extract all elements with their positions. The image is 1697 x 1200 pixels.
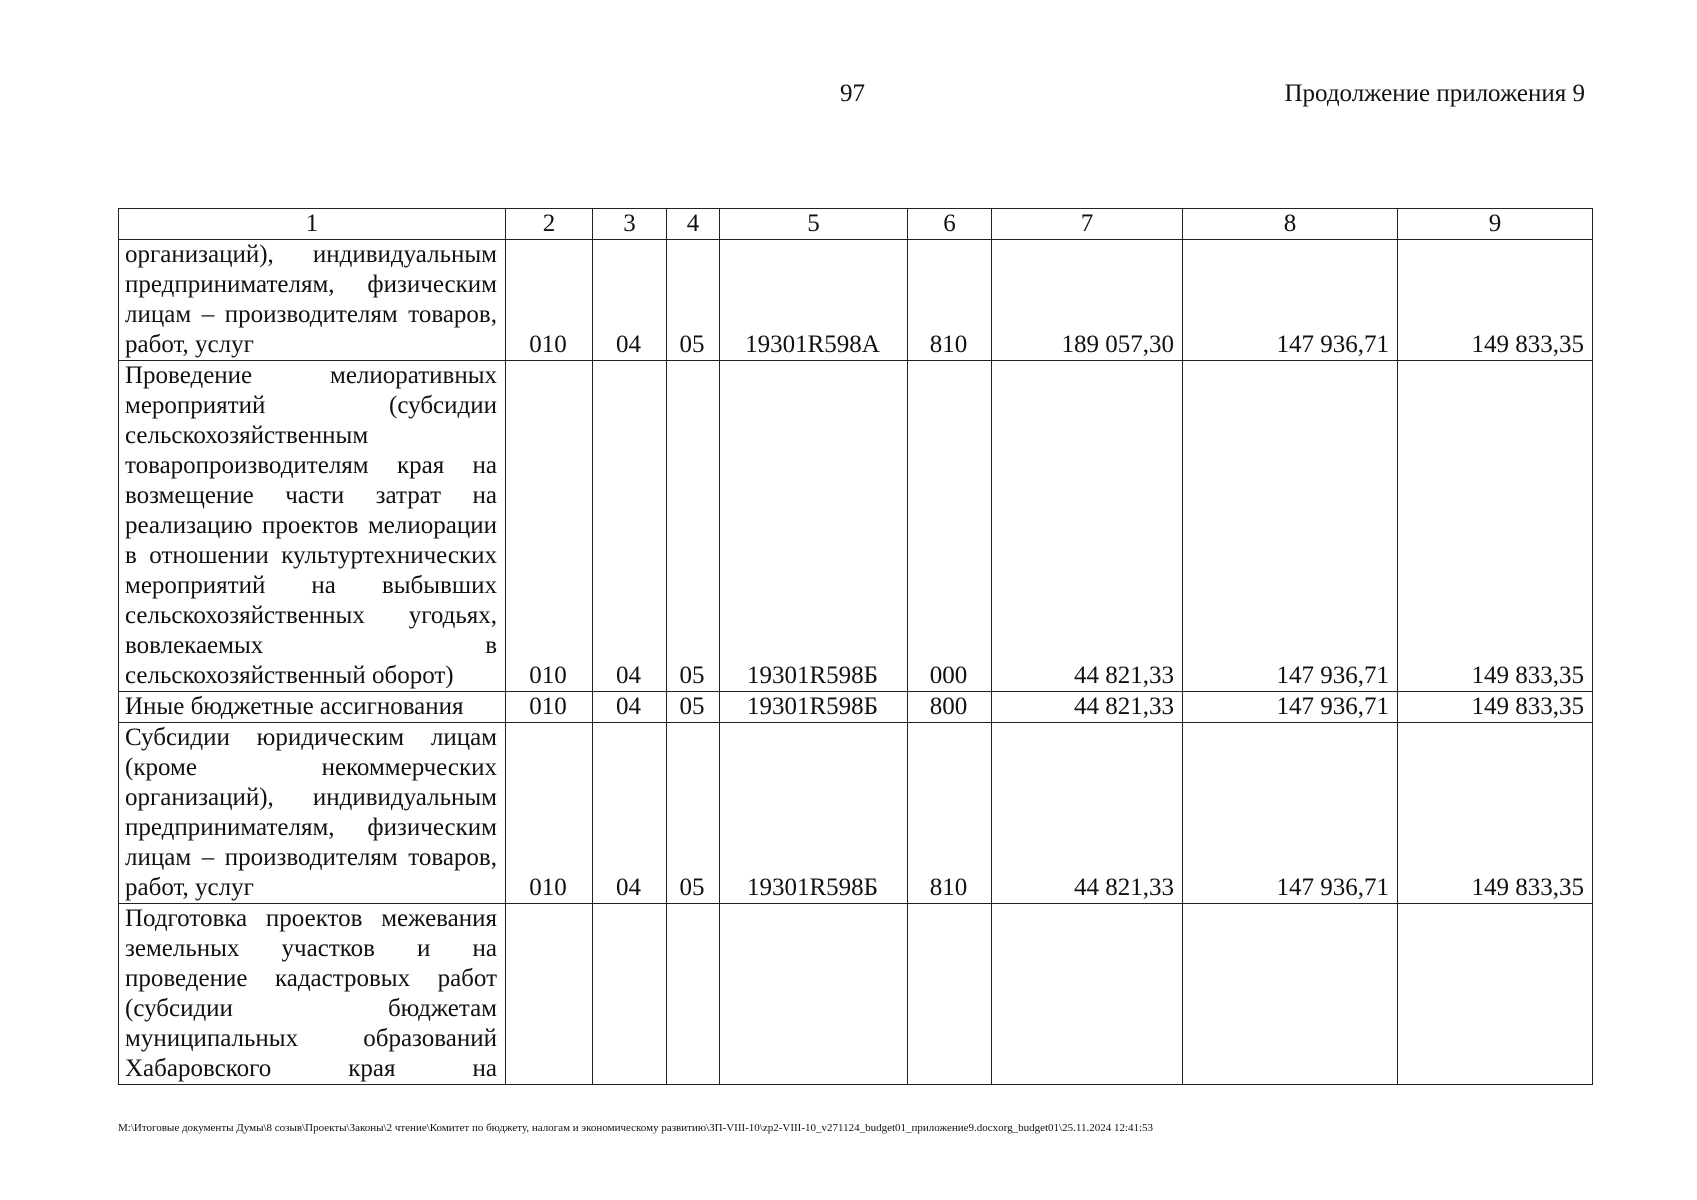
cell-col9: 149 833,35 <box>1398 361 1593 692</box>
cell-col3: 04 <box>593 361 667 692</box>
column-header: 4 <box>667 209 720 240</box>
cell-col5: 19301R598Б <box>720 361 908 692</box>
table-row <box>119 361 1593 692</box>
cell-col4: 05 <box>667 361 720 692</box>
cell-col4: 05 <box>667 240 720 361</box>
column-header: 1 <box>119 209 506 240</box>
cell-col5: 19301R598А <box>720 240 908 361</box>
cell-col9 <box>1398 904 1593 1085</box>
cell-col8 <box>1183 904 1398 1085</box>
cell-col2: 010 <box>506 692 593 723</box>
cell-col3: 04 <box>593 240 667 361</box>
cell-col3 <box>593 904 667 1085</box>
cell-col2: 010 <box>506 723 593 904</box>
page-number: 97 <box>840 80 865 107</box>
column-header: 7 <box>992 209 1183 240</box>
cell-col4: 05 <box>667 723 720 904</box>
cell-col5: 19301R598Б <box>720 723 908 904</box>
file-path-footer: M:\Итоговые документы Думы\8 созыв\Проекты\Законы\2 чтение\Комитет по бюджету, налогам и экономическому развитию\ЗП-VIII-10\zp2-VIII-10_v271124_budget01_приложение9.docxorg_budget01\25.11.2024 12:41:53 <box>118 1122 1154 1134</box>
cell-col6: 000 <box>908 361 992 692</box>
row-name: организаций), индивидуальным предпринимателям, физическим лицам – производителям товаров, работ, услуг <box>119 240 506 361</box>
column-header: 5 <box>720 209 908 240</box>
column-header: 8 <box>1183 209 1398 240</box>
table-row <box>119 904 1593 1085</box>
cell-col4 <box>667 904 720 1085</box>
cell-col7 <box>992 904 1183 1085</box>
cell-col8: 147 936,71 <box>1183 361 1398 692</box>
cell-col8: 147 936,71 <box>1183 692 1398 723</box>
table-row <box>119 692 1593 723</box>
cell-col2: 010 <box>506 361 593 692</box>
cell-col2: 010 <box>506 240 593 361</box>
cell-col8: 147 936,71 <box>1183 240 1398 361</box>
table-row <box>119 723 1593 904</box>
cell-col3: 04 <box>593 692 667 723</box>
column-header: 3 <box>593 209 667 240</box>
column-header: 9 <box>1398 209 1593 240</box>
table-row <box>119 240 1593 361</box>
cell-col3: 04 <box>593 723 667 904</box>
cell-col6: 810 <box>908 240 992 361</box>
budget-table <box>118 208 1593 1085</box>
cell-col7: 44 821,33 <box>992 692 1183 723</box>
cell-col7: 44 821,33 <box>992 723 1183 904</box>
cell-col9: 149 833,35 <box>1398 723 1593 904</box>
column-header: 6 <box>908 209 992 240</box>
appendix-continuation-title: Продолжение приложения 9 <box>1284 80 1585 107</box>
cell-col5: 19301R598Б <box>720 692 908 723</box>
cell-col6: 810 <box>908 723 992 904</box>
cell-col2 <box>506 904 593 1085</box>
row-name: Проведение мелиоративных мероприятий (субсидии сельскохозяйственным товаропроизводителям края на возмещение части затрат на реализацию проектов мелиорации в отношении культуртехнических мероприятий на выбывших сельскохозяйственных угодьях, вовлекаемых в сельскохозяйственный оборот) <box>119 361 506 692</box>
cell-col6 <box>908 904 992 1085</box>
cell-col5 <box>720 904 908 1085</box>
cell-col8: 147 936,71 <box>1183 723 1398 904</box>
cell-col6: 800 <box>908 692 992 723</box>
row-name: Иные бюджетные ассигнования <box>119 692 506 723</box>
row-name: Подготовка проектов межевания земельных участков и на проведение кадастровых работ (субсидии бюджетам муниципальных образований Хабаровского края на <box>119 904 506 1085</box>
cell-col7: 44 821,33 <box>992 361 1183 692</box>
row-name: Субсидии юридическим лицам (кроме некоммерческих организаций), индивидуальным предпринимателям, физическим лицам – производителям товаров, работ, услуг <box>119 723 506 904</box>
cell-col4: 05 <box>667 692 720 723</box>
cell-col7: 189 057,30 <box>992 240 1183 361</box>
column-numbers-row <box>119 209 1593 240</box>
column-header: 2 <box>506 209 593 240</box>
cell-col9: 149 833,35 <box>1398 692 1593 723</box>
cell-col9: 149 833,35 <box>1398 240 1593 361</box>
